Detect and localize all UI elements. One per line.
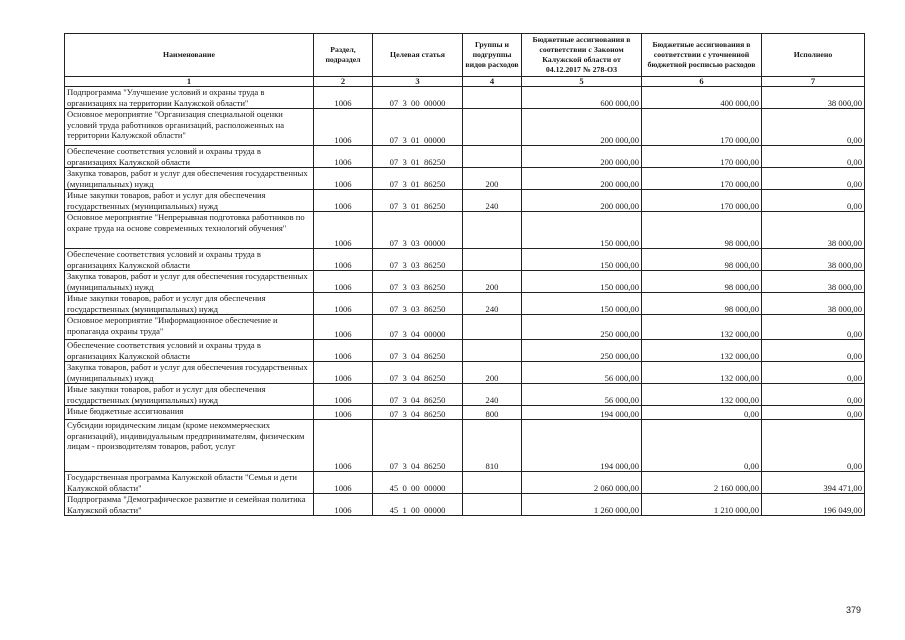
row-updated-amount: 98 000,00 (642, 293, 762, 315)
row-group (463, 212, 522, 249)
row-name: Обеспечение соответствия условий и охраны труда в организациях Калужской области (65, 340, 314, 362)
row-executed-amount: 0,00 (762, 362, 865, 384)
row-updated-amount: 170 000,00 (642, 168, 762, 190)
row-target: 07 3 01 86250 (373, 146, 463, 168)
row-law-amount: 200 000,00 (522, 190, 642, 212)
row-name: Основное мероприятие "Информационное обеспечение и пропаганда охраны труда" (65, 315, 314, 340)
row-group (463, 494, 522, 516)
table-row (65, 420, 865, 472)
row-executed-amount: 38 000,00 (762, 249, 865, 271)
table-row (65, 384, 865, 406)
row-name: Обеспечение соответствия условий и охраны труда в организациях Калужской области (65, 146, 314, 168)
row-updated-amount: 170 000,00 (642, 190, 762, 212)
header-section: Раздел, подраздел (314, 34, 373, 77)
row-target: 07 3 04 86250 (373, 420, 463, 472)
row-section: 1006 (314, 271, 373, 293)
row-law-amount: 56 000,00 (522, 362, 642, 384)
row-executed-amount: 0,00 (762, 384, 865, 406)
header-name: Наименование (65, 34, 314, 77)
row-section: 1006 (314, 406, 373, 420)
row-law-amount: 250 000,00 (522, 340, 642, 362)
row-updated-amount: 0,00 (642, 406, 762, 420)
row-target: 07 3 04 86250 (373, 362, 463, 384)
header-row (65, 34, 865, 77)
table-row (65, 293, 865, 315)
row-section: 1006 (314, 146, 373, 168)
row-law-amount: 2 060 000,00 (522, 472, 642, 494)
row-name: Иные бюджетные ассигнования (65, 406, 314, 420)
table-row (65, 494, 865, 516)
table-body (65, 87, 865, 516)
row-group: 200 (463, 168, 522, 190)
row-group: 200 (463, 271, 522, 293)
table-row (65, 249, 865, 271)
header-groups: Группы и подгруппы видов расходов (463, 34, 522, 77)
row-updated-amount: 2 160 000,00 (642, 472, 762, 494)
table-row (65, 271, 865, 293)
row-law-amount: 150 000,00 (522, 212, 642, 249)
row-target: 45 0 00 00000 (373, 472, 463, 494)
row-target: 07 3 03 86250 (373, 271, 463, 293)
row-executed-amount: 38 000,00 (762, 271, 865, 293)
row-law-amount: 200 000,00 (522, 168, 642, 190)
table-row (65, 109, 865, 146)
row-group (463, 249, 522, 271)
row-updated-amount: 170 000,00 (642, 109, 762, 146)
row-updated-amount: 132 000,00 (642, 362, 762, 384)
row-executed-amount: 0,00 (762, 406, 865, 420)
row-name: Государственная программа Калужской области "Семья и дети Калужской области" (65, 472, 314, 494)
row-group (463, 146, 522, 168)
row-updated-amount: 98 000,00 (642, 249, 762, 271)
row-group: 810 (463, 420, 522, 472)
col-number: 2 (314, 77, 373, 87)
header-updated: Бюджетные ассигнования в соответствии с уточненной бюджетной росписью расходов (642, 34, 762, 77)
row-executed-amount: 38 000,00 (762, 87, 865, 109)
row-target: 45 1 00 00000 (373, 494, 463, 516)
row-section: 1006 (314, 212, 373, 249)
row-name: Основное мероприятие "Организация специальной оценки условий труда работников организаций, расположенных на территории Калужской области" (65, 109, 314, 146)
col-number: 3 (373, 77, 463, 87)
row-target: 07 3 04 86250 (373, 340, 463, 362)
row-section: 1006 (314, 384, 373, 406)
row-group (463, 87, 522, 109)
header-target: Целевая статья (373, 34, 463, 77)
row-section: 1006 (314, 168, 373, 190)
row-updated-amount: 132 000,00 (642, 315, 762, 340)
row-section: 1006 (314, 494, 373, 516)
row-group (463, 472, 522, 494)
row-section: 1006 (314, 87, 373, 109)
row-updated-amount: 1 210 000,00 (642, 494, 762, 516)
table-row (65, 362, 865, 384)
row-executed-amount: 0,00 (762, 340, 865, 362)
row-target: 07 3 03 86250 (373, 249, 463, 271)
row-name: Закупка товаров, работ и услуг для обеспечения государственных (муниципальных) нужд (65, 362, 314, 384)
row-target: 07 3 01 00000 (373, 109, 463, 146)
row-target: 07 3 01 86250 (373, 190, 463, 212)
row-executed-amount: 38 000,00 (762, 212, 865, 249)
row-target: 07 3 04 86250 (373, 406, 463, 420)
row-law-amount: 1 260 000,00 (522, 494, 642, 516)
row-target: 07 3 01 86250 (373, 168, 463, 190)
column-number-row (65, 77, 865, 87)
row-group (463, 109, 522, 146)
row-updated-amount: 98 000,00 (642, 212, 762, 249)
page-number: 379 (846, 605, 862, 615)
row-updated-amount: 132 000,00 (642, 384, 762, 406)
row-section: 1006 (314, 249, 373, 271)
row-section: 1006 (314, 472, 373, 494)
row-name: Иные закупки товаров, работ и услуг для обеспечения государственных (муниципальных) нужд (65, 190, 314, 212)
row-name: Закупка товаров, работ и услуг для обеспечения государственных (муниципальных) нужд (65, 168, 314, 190)
col-number: 7 (762, 77, 865, 87)
budget-table (64, 33, 865, 516)
row-updated-amount: 98 000,00 (642, 271, 762, 293)
row-group: 240 (463, 293, 522, 315)
row-law-amount: 250 000,00 (522, 315, 642, 340)
row-updated-amount: 132 000,00 (642, 340, 762, 362)
table-row (65, 87, 865, 109)
row-name: Иные закупки товаров, работ и услуг для обеспечения государственных (муниципальных) нужд (65, 384, 314, 406)
row-law-amount: 200 000,00 (522, 109, 642, 146)
row-group: 240 (463, 190, 522, 212)
row-section: 1006 (314, 109, 373, 146)
row-executed-amount: 0,00 (762, 168, 865, 190)
col-number: 5 (522, 77, 642, 87)
table-row (65, 340, 865, 362)
row-executed-amount: 0,00 (762, 146, 865, 168)
row-executed-amount: 394 471,00 (762, 472, 865, 494)
row-executed-amount: 0,00 (762, 315, 865, 340)
row-group: 240 (463, 384, 522, 406)
row-section: 1006 (314, 340, 373, 362)
row-executed-amount: 0,00 (762, 190, 865, 212)
row-name: Подпрограмма "Улучшение условий и охраны труда в организациях на территории Калужской области" (65, 87, 314, 109)
row-group (463, 340, 522, 362)
row-name: Закупка товаров, работ и услуг для обеспечения государственных (муниципальных) нужд (65, 271, 314, 293)
row-section: 1006 (314, 420, 373, 472)
row-updated-amount: 170 000,00 (642, 146, 762, 168)
row-name: Основное мероприятие "Непрерывная подготовка работников по охране труда на основе современных технологий обучения" (65, 212, 314, 249)
col-number: 1 (65, 77, 314, 87)
row-section: 1006 (314, 190, 373, 212)
table-row (65, 212, 865, 249)
row-executed-amount: 38 000,00 (762, 293, 865, 315)
row-target: 07 3 03 86250 (373, 293, 463, 315)
table-row (65, 168, 865, 190)
row-section: 1006 (314, 362, 373, 384)
row-law-amount: 194 000,00 (522, 406, 642, 420)
row-target: 07 3 04 00000 (373, 315, 463, 340)
table-row (65, 146, 865, 168)
row-name: Иные закупки товаров, работ и услуг для обеспечения государственных (муниципальных) нужд (65, 293, 314, 315)
row-updated-amount: 400 000,00 (642, 87, 762, 109)
row-group: 200 (463, 362, 522, 384)
row-group (463, 315, 522, 340)
row-name: Обеспечение соответствия условий и охраны труда в организациях Калужской области (65, 249, 314, 271)
row-target: 07 3 04 86250 (373, 384, 463, 406)
row-section: 1006 (314, 293, 373, 315)
row-law-amount: 150 000,00 (522, 293, 642, 315)
row-section: 1006 (314, 315, 373, 340)
row-executed-amount: 0,00 (762, 420, 865, 472)
row-target: 07 3 03 00000 (373, 212, 463, 249)
row-law-amount: 194 000,00 (522, 420, 642, 472)
row-law-amount: 150 000,00 (522, 249, 642, 271)
row-law-amount: 600 000,00 (522, 87, 642, 109)
row-law-amount: 150 000,00 (522, 271, 642, 293)
table-row (65, 315, 865, 340)
row-name: Подпрограмма "Демографическое развитие и семейная политика Калужской области" (65, 494, 314, 516)
table-row (65, 406, 865, 420)
col-number: 4 (463, 77, 522, 87)
row-executed-amount: 196 049,00 (762, 494, 865, 516)
row-updated-amount: 0,00 (642, 420, 762, 472)
table-row (65, 472, 865, 494)
col-number: 6 (642, 77, 762, 87)
header-executed: Исполнено (762, 34, 865, 77)
header-law: Бюджетные ассигнования в соответствии с Законом Калужской области от 04.12.2017 № 278-ОЗ (522, 34, 642, 77)
row-law-amount: 56 000,00 (522, 384, 642, 406)
row-target: 07 3 00 00000 (373, 87, 463, 109)
table-row (65, 190, 865, 212)
row-law-amount: 200 000,00 (522, 146, 642, 168)
row-name: Субсидии юридическим лицам (кроме некоммерческих организаций), индивидуальным предпринимателям, физическим лицам - производителям товаров, работ, услуг (65, 420, 314, 472)
row-executed-amount: 0,00 (762, 109, 865, 146)
row-group: 800 (463, 406, 522, 420)
